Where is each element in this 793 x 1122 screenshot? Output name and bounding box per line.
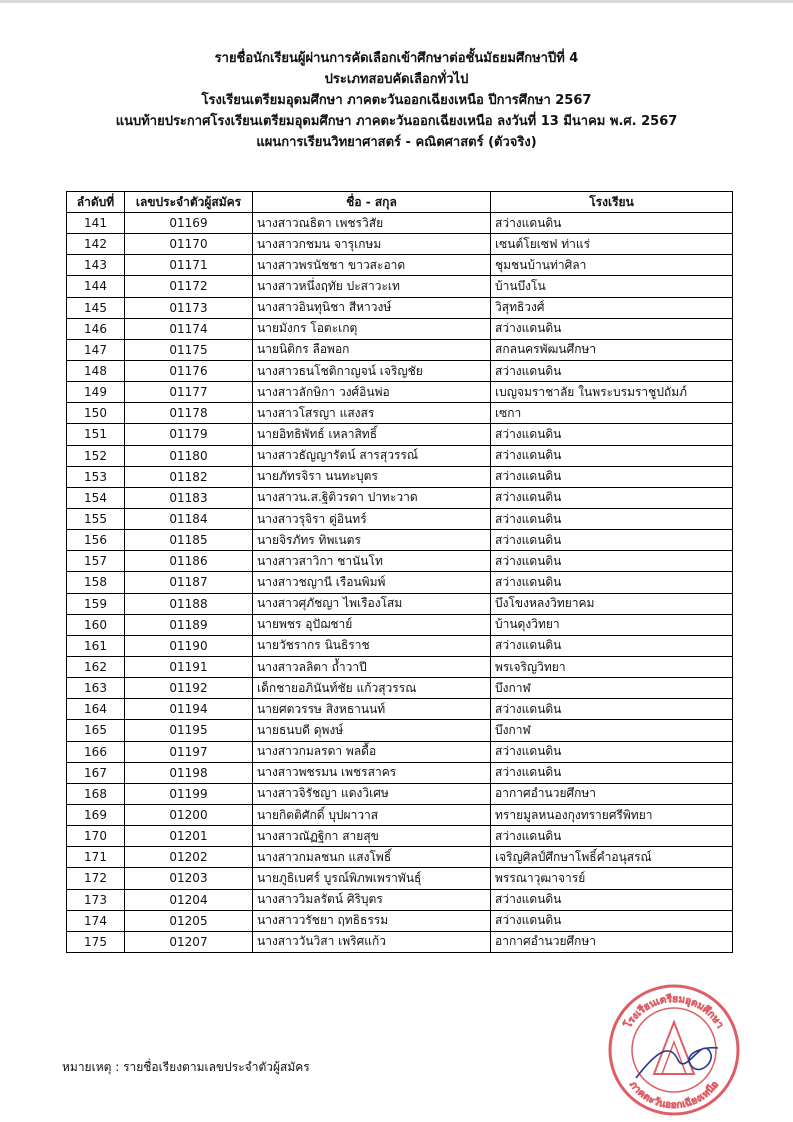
row-student-name: นางสาวพรนัชชา ขาวสะอาด [253, 255, 491, 276]
table-row [67, 656, 733, 677]
row-school: สว่างแดนดิน [491, 466, 733, 487]
title-line-3: โรงเรียนเตรียมอุดมศึกษา ภาคตะวันออกเฉียงเหนือ ปีการศึกษา 2567 [201, 93, 592, 108]
row-school: สว่างแดนดิน [491, 741, 733, 762]
row-applicant-id: 01191 [125, 656, 253, 677]
row-order: 172 [67, 868, 125, 889]
table-row [67, 487, 733, 508]
col-header-applicant-id: เลขประจำตัวผู้สมัคร [125, 192, 253, 213]
row-school: สว่างแดนดิน [491, 487, 733, 508]
row-applicant-id: 01187 [125, 572, 253, 593]
row-school: เบญจมราชาลัย ในพระบรมราชูปถัมภ์ [491, 382, 733, 403]
row-applicant-id: 01171 [125, 255, 253, 276]
row-order: 151 [67, 424, 125, 445]
row-student-name: นายศตวรรษ สิงหธานนท์ [253, 699, 491, 720]
row-applicant-id: 01197 [125, 741, 253, 762]
table-row [67, 572, 733, 593]
table-row [67, 889, 733, 910]
row-student-name: นางสาวกชมน จารุเกษม [253, 234, 491, 255]
row-applicant-id: 01170 [125, 234, 253, 255]
school-seal-stamp [606, 982, 742, 1118]
table-row [67, 551, 733, 572]
table-row [67, 826, 733, 847]
row-order: 150 [67, 403, 125, 424]
title-line-4: แนบท้ายประกาศโรงเรียนเตรียมอุดมศึกษา ภาคตะวันออกเฉียงเหนือ ลงวันที่ 13 มีนาคม พ.ศ. 2567 [115, 114, 678, 129]
row-student-name: นางสาวศุภัชญา ไพเรืองโสม [253, 593, 491, 614]
table-row [67, 339, 733, 360]
row-applicant-id: 01188 [125, 593, 253, 614]
table-row [67, 255, 733, 276]
title-line-1: รายชื่อนักเรียนผู้ผ่านการคัดเลือกเข้าศึกษาต่อชั้นมัธยมศึกษาปีที่ 4 [214, 51, 579, 66]
row-applicant-id: 01194 [125, 699, 253, 720]
row-order: 169 [67, 804, 125, 825]
row-order: 167 [67, 762, 125, 783]
row-order: 142 [67, 234, 125, 255]
row-applicant-id: 01182 [125, 466, 253, 487]
row-applicant-id: 01180 [125, 445, 253, 466]
row-student-name: นางสาวธนโชติกาญจน์ เจริญชัย [253, 360, 491, 381]
row-student-name: นางสาวณัฏฐิกา สายสุข [253, 826, 491, 847]
row-student-name: นางสาวโสรญา แสงสร [253, 403, 491, 424]
row-school: สว่างแดนดิน [491, 445, 733, 466]
row-order: 166 [67, 741, 125, 762]
title-line-2: ประเภทสอบคัดเลือกทั่วไป [324, 72, 469, 87]
table-body [67, 213, 733, 953]
row-applicant-id: 01185 [125, 530, 253, 551]
table-row [67, 762, 733, 783]
row-applicant-id: 01203 [125, 868, 253, 889]
table-row [67, 445, 733, 466]
row-school: สว่างแดนดิน [491, 360, 733, 381]
row-student-name: นางสาวอินทุนิชา สีหาวงษ์ [253, 297, 491, 318]
row-school: สว่างแดนดิน [491, 889, 733, 910]
row-applicant-id: 01178 [125, 403, 253, 424]
row-student-name: นางสาวธัญญารัตน์ สารสุวรรณ์ [253, 445, 491, 466]
page-top-edge [0, 0, 793, 3]
row-applicant-id: 01173 [125, 297, 253, 318]
table-row [67, 403, 733, 424]
row-school: บ้านบึงโน [491, 276, 733, 297]
row-order: 155 [67, 508, 125, 529]
seal-ink [610, 986, 738, 1114]
row-applicant-id: 01169 [125, 213, 253, 234]
row-applicant-id: 01189 [125, 614, 253, 635]
row-order: 163 [67, 678, 125, 699]
row-order: 160 [67, 614, 125, 635]
row-school: บึงโขงหลงวิทยาคม [491, 593, 733, 614]
row-order: 174 [67, 910, 125, 931]
row-school: สว่างแดนดิน [491, 213, 733, 234]
row-school: สว่างแดนดิน [491, 551, 733, 572]
row-student-name: นายนิติกร ลือพอก [253, 339, 491, 360]
col-header-school: โรงเรียน [491, 192, 733, 213]
row-applicant-id: 01183 [125, 487, 253, 508]
row-applicant-id: 01200 [125, 804, 253, 825]
row-applicant-id: 01205 [125, 910, 253, 931]
row-applicant-id: 01177 [125, 382, 253, 403]
row-order: 141 [67, 213, 125, 234]
row-school: เจริญศิลป์ศึกษาโพธิ์คำอนุสรณ์ [491, 847, 733, 868]
row-student-name: นางสาวจิรัชญา แดงวิเศษ [253, 783, 491, 804]
row-school: บึงกาฬ [491, 678, 733, 699]
row-applicant-id: 01199 [125, 783, 253, 804]
row-school: สว่างแดนดิน [491, 508, 733, 529]
row-student-name: นางสาวสาวิกา ชานันโท [253, 551, 491, 572]
table-row [67, 424, 733, 445]
table-row [67, 360, 733, 381]
row-student-name: นางสาวกมลรดา พลดื้อ [253, 741, 491, 762]
row-school: พรเจริญวิทยา [491, 656, 733, 677]
seal-text-top: โรงเรียนเตรียมอุดมศึกษา [622, 993, 726, 1031]
row-applicant-id: 01174 [125, 318, 253, 339]
table-row [67, 234, 733, 255]
row-student-name: นางสาวลลิตา ถ้ำวาปี [253, 656, 491, 677]
row-order: 146 [67, 318, 125, 339]
seal-text-bottom: ภาคตะวันออกเฉียงเหนือ [626, 1079, 722, 1112]
row-student-name: นางสาววันวิสา เพริศแก้ว [253, 931, 491, 952]
table-row [67, 804, 733, 825]
row-student-name: นายมังกร โอตะเกตุ [253, 318, 491, 339]
row-order: 170 [67, 826, 125, 847]
row-order: 173 [67, 889, 125, 910]
row-school: อากาศอำนวยศึกษา [491, 931, 733, 952]
row-applicant-id: 01204 [125, 889, 253, 910]
row-applicant-id: 01184 [125, 508, 253, 529]
title-line-5: แผนการเรียนวิทยาศาสตร์ - คณิตศาสตร์ (ตัวจริง) [256, 135, 537, 150]
row-school: อากาศอำนวยศึกษา [491, 783, 733, 804]
row-student-name: นางสาวณธิตา เพชรวิสัย [253, 213, 491, 234]
row-school: สว่างแดนดิน [491, 572, 733, 593]
row-student-name: นางสาวลักษิกา วงศ์อินพ่อ [253, 382, 491, 403]
row-applicant-id: 01179 [125, 424, 253, 445]
row-order: 159 [67, 593, 125, 614]
row-school: บ้านดุงวิทยา [491, 614, 733, 635]
table-row [67, 720, 733, 741]
table-row [67, 741, 733, 762]
row-applicant-id: 01175 [125, 339, 253, 360]
row-order: 162 [67, 656, 125, 677]
row-order: 165 [67, 720, 125, 741]
table-row [67, 530, 733, 551]
row-order: 156 [67, 530, 125, 551]
row-school: ทรายมูลหนองกุงทรายศรีพิทยา [491, 804, 733, 825]
row-student-name: นายธนบดี ดุพงษ์ [253, 720, 491, 741]
table-row [67, 213, 733, 234]
footnote: หมายเหตุ : รายชื่อเรียงตามเลขประจำตัวผู้สมัคร [62, 1060, 310, 1074]
student-list-table [66, 191, 733, 953]
row-order: 145 [67, 297, 125, 318]
row-student-name: นางสาววิมลรัตน์ ศิริบุตร [253, 889, 491, 910]
row-student-name: นางสาววรัชยา ฤทธิธรรม [253, 910, 491, 931]
row-student-name: นางสาวรุจิรา ดู่อินทร์ [253, 508, 491, 529]
row-order: 164 [67, 699, 125, 720]
col-header-name: ชื่อ - สกุล [253, 192, 491, 213]
row-order: 149 [67, 382, 125, 403]
row-order: 157 [67, 551, 125, 572]
table-row [67, 678, 733, 699]
table-row [67, 868, 733, 889]
table-row [67, 276, 733, 297]
table-row [67, 635, 733, 656]
row-student-name: เด็กชายอภินันท์ชัย แก้วสุวรรณ [253, 678, 491, 699]
row-order: 152 [67, 445, 125, 466]
row-school: สว่างแดนดิน [491, 530, 733, 551]
table-row [67, 593, 733, 614]
row-student-name: นางสาวหนึ่งฤทัย ปะสาวะเท [253, 276, 491, 297]
row-school: พรรณาวุฒาจารย์ [491, 868, 733, 889]
row-student-name: นายจิรภัทร ทิพเนตร [253, 530, 491, 551]
table-row [67, 318, 733, 339]
row-school: สว่างแดนดิน [491, 635, 733, 656]
table-header-row [67, 192, 733, 213]
row-applicant-id: 01176 [125, 360, 253, 381]
table-row [67, 614, 733, 635]
row-school: สว่างแดนดิน [491, 424, 733, 445]
row-order: 168 [67, 783, 125, 804]
row-school: สว่างแดนดิน [491, 699, 733, 720]
table-row [67, 847, 733, 868]
row-applicant-id: 01198 [125, 762, 253, 783]
table-row [67, 382, 733, 403]
table-row [67, 297, 733, 318]
row-applicant-id: 01186 [125, 551, 253, 572]
row-school: วิสุทธิวงศ์ [491, 297, 733, 318]
row-student-name: นายวัชรากร นินธิราช [253, 635, 491, 656]
row-order: 148 [67, 360, 125, 381]
row-applicant-id: 01207 [125, 931, 253, 952]
row-order: 161 [67, 635, 125, 656]
row-school: สว่างแดนดิน [491, 762, 733, 783]
row-applicant-id: 01172 [125, 276, 253, 297]
row-order: 154 [67, 487, 125, 508]
row-student-name: นายกิตติศักดิ์ บุปผาวาส [253, 804, 491, 825]
table-row [67, 466, 733, 487]
document-header [0, 48, 793, 153]
row-school: สว่างแดนดิน [491, 910, 733, 931]
row-school: ชุมชนบ้านท่าศิลา [491, 255, 733, 276]
row-applicant-id: 01192 [125, 678, 253, 699]
row-student-name: นายอิทธิพัทธ์ เหลาสิทธิ์ [253, 424, 491, 445]
row-school: สว่างแดนดิน [491, 318, 733, 339]
row-order: 175 [67, 931, 125, 952]
row-applicant-id: 01202 [125, 847, 253, 868]
table-row [67, 783, 733, 804]
row-student-name: นางสาวชญานี เรือนพิมพ์ [253, 572, 491, 593]
row-school: เซกา [491, 403, 733, 424]
row-order: 153 [67, 466, 125, 487]
col-header-order: ลำดับที่ [67, 192, 125, 213]
row-student-name: นางสาวน.ส.ฐิติวรดา ปาทะวาด [253, 487, 491, 508]
row-applicant-id: 01190 [125, 635, 253, 656]
row-student-name: นางสาวพชรมน เพชรสาคร [253, 762, 491, 783]
table-row [67, 508, 733, 529]
row-student-name: นางสาวกมลชนก แสงโพธิ์ [253, 847, 491, 868]
table-row [67, 931, 733, 952]
table-row [67, 910, 733, 931]
row-student-name: นายภัทรจิรา นนทะบุตร [253, 466, 491, 487]
row-school: สกลนครพัฒนศึกษา [491, 339, 733, 360]
row-order: 144 [67, 276, 125, 297]
row-school: สว่างแดนดิน [491, 826, 733, 847]
row-student-name: นายพชร อุปัฌชาย์ [253, 614, 491, 635]
row-order: 143 [67, 255, 125, 276]
row-order: 147 [67, 339, 125, 360]
row-student-name: นายภูธิเบศร์ บูรณ์พิภพเพราพันธุ์ [253, 868, 491, 889]
row-order: 158 [67, 572, 125, 593]
row-school: บึงกาฬ [491, 720, 733, 741]
row-applicant-id: 01201 [125, 826, 253, 847]
table-row [67, 699, 733, 720]
row-applicant-id: 01195 [125, 720, 253, 741]
row-school: เซนต์โยเซฟ ท่าแร่ [491, 234, 733, 255]
row-order: 171 [67, 847, 125, 868]
